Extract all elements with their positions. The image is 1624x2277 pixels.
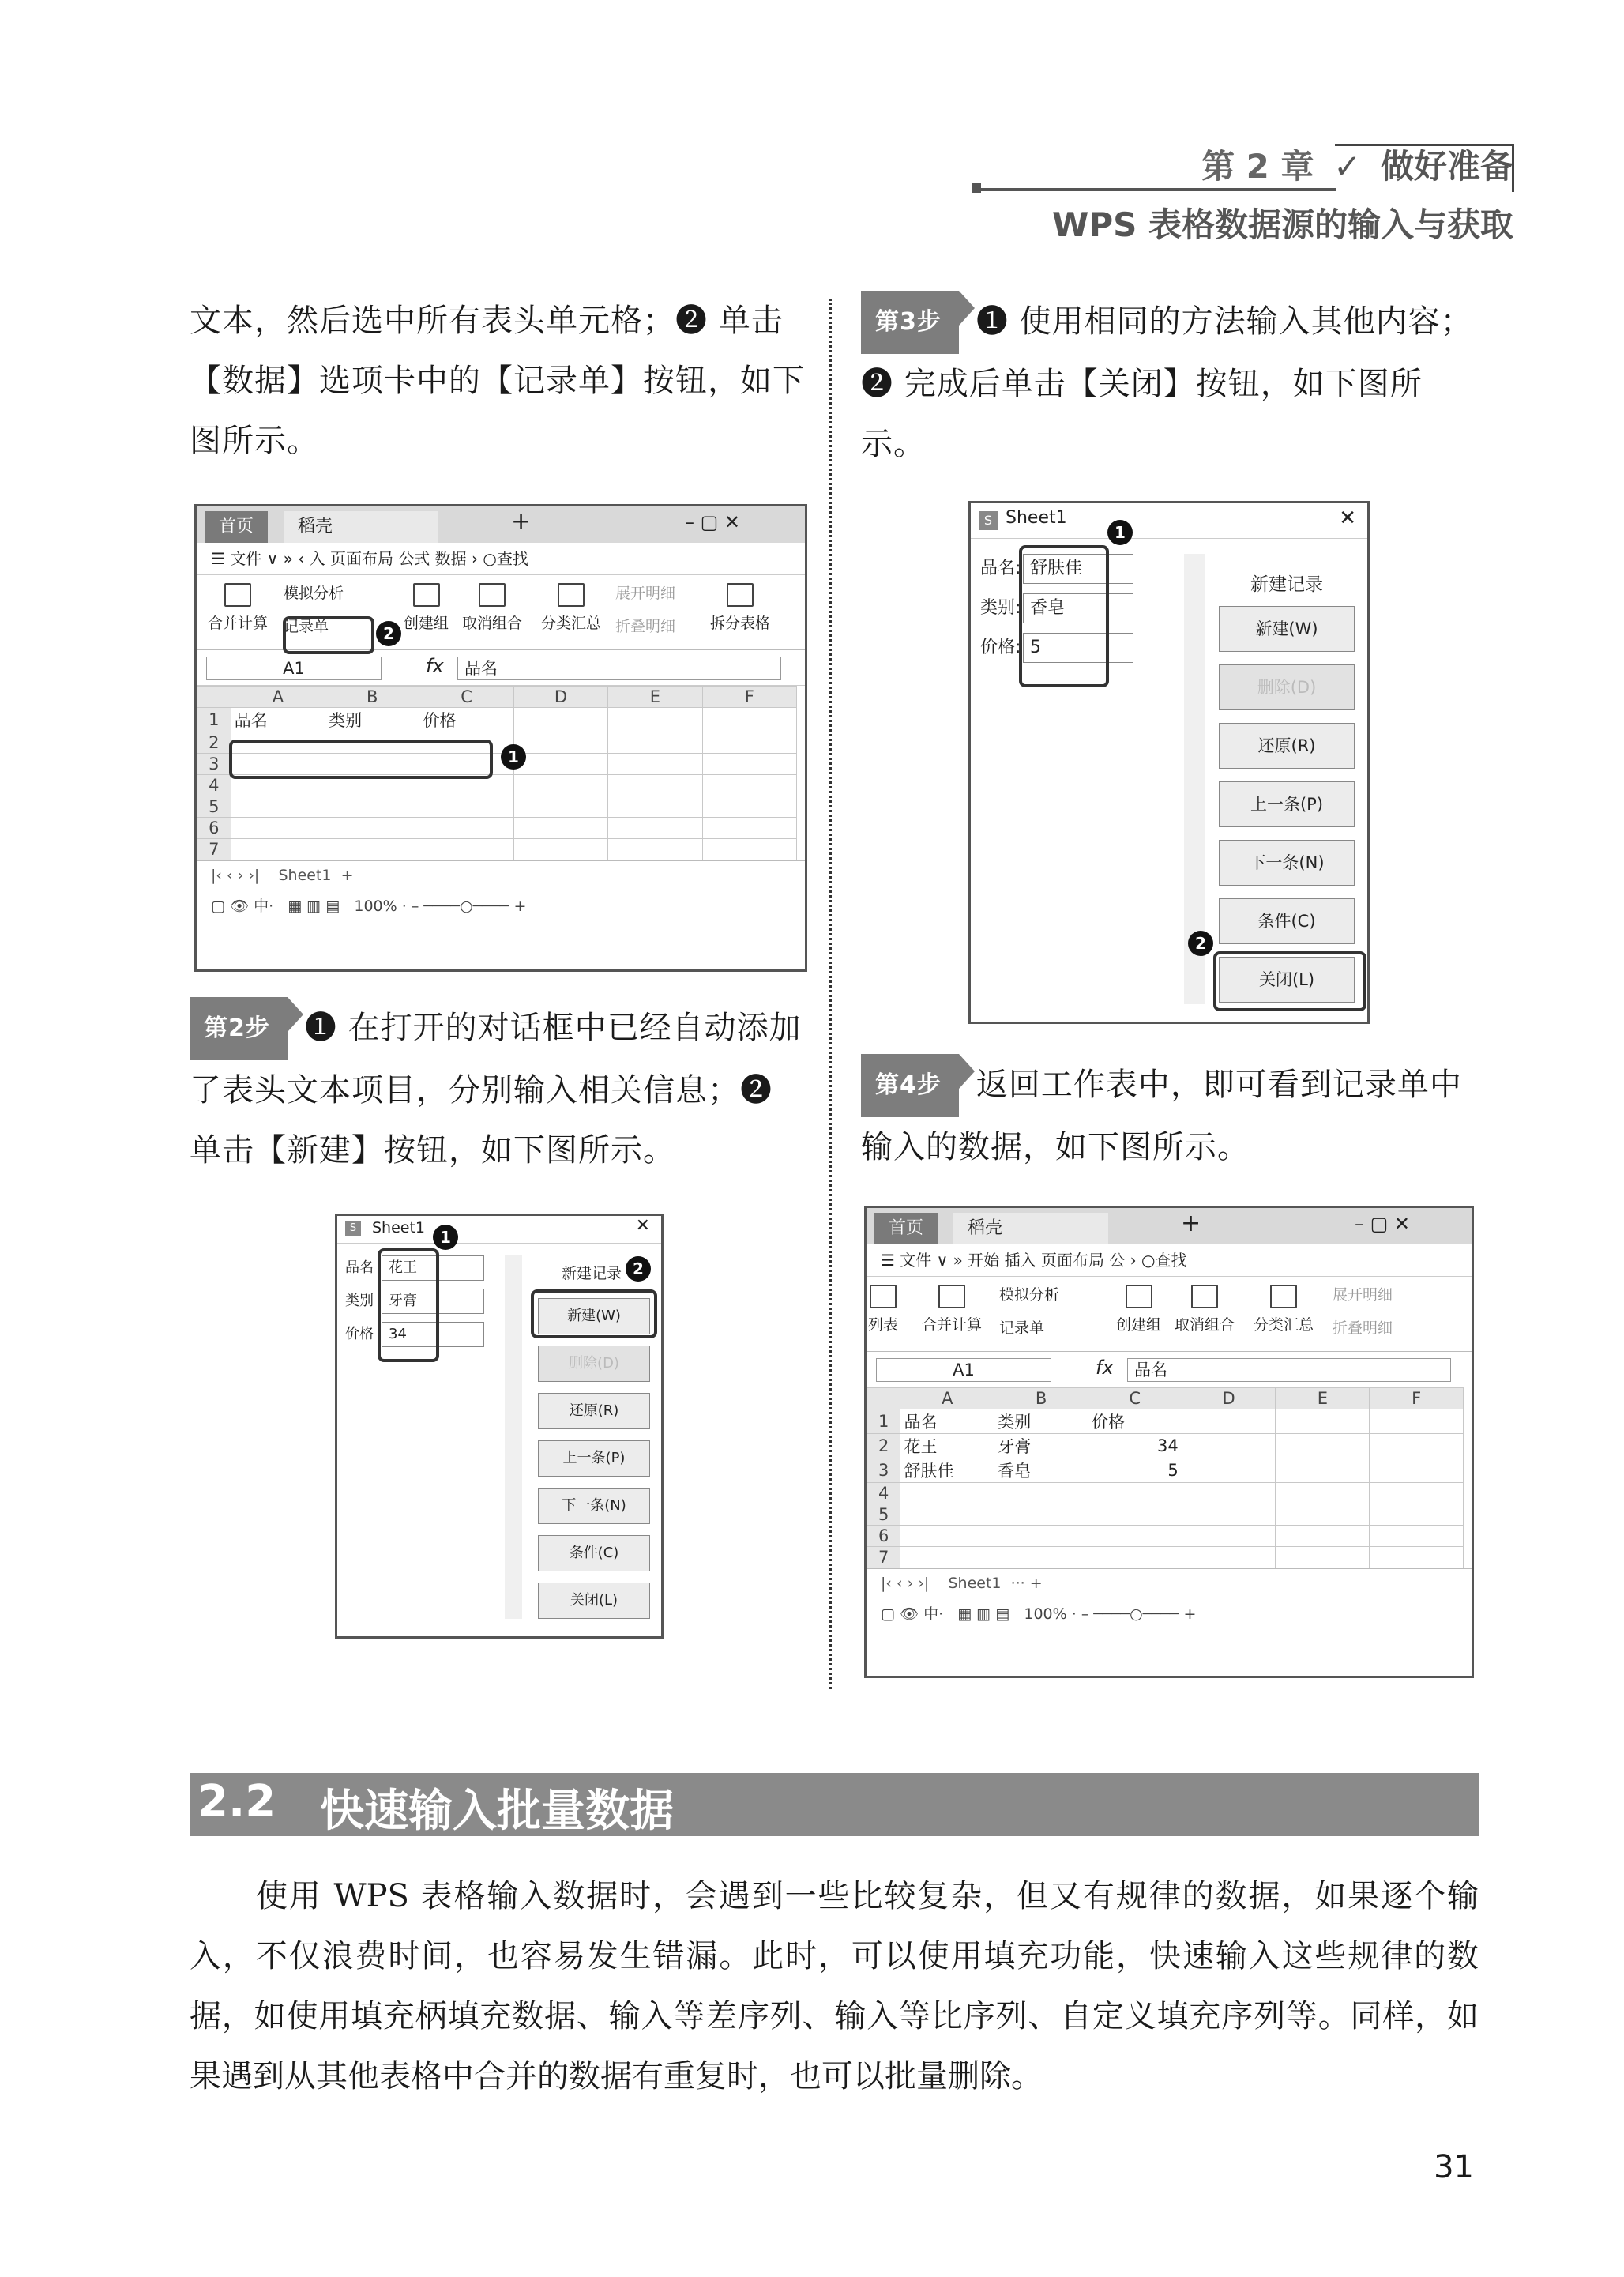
step3-text: ❶ 使用相同的方法输入其他内容；❷ 完成后单击【关闭】按钮，如下图所示。 <box>861 303 1473 462</box>
ribbon-subtotal[interactable]: 分类汇总 <box>1254 1285 1314 1334</box>
ribbon-collapse[interactable]: 折叠明细 <box>1333 1319 1393 1337</box>
next-button[interactable]: 下一条(N) <box>538 1488 650 1524</box>
marker-2: 2 <box>376 621 401 646</box>
table-row: 2 花王 牙膏 34 <box>867 1434 1464 1458</box>
section-number: 2.2 <box>197 1776 276 1827</box>
table-row: 4 <box>867 1483 1464 1504</box>
header-rule <box>973 188 1336 191</box>
window-controls-icon[interactable]: – ▢ ✕ <box>685 511 741 533</box>
field-category: 类别 牙膏 <box>345 1289 484 1314</box>
formula-bar <box>197 650 805 686</box>
highlight-fields-small <box>378 1248 439 1362</box>
sheet-tab[interactable]: Sheet1 <box>948 1575 1002 1592</box>
list-icon <box>870 1285 897 1308</box>
chapter-subtitle: WPS 表格数据源的输入与获取 <box>1052 205 1513 244</box>
ribbon-expand[interactable]: 展开明细 <box>1333 1286 1393 1304</box>
body-paragraph: 使用 WPS 表格输入数据时，会遇到一些比较复杂，但又有规律的数据，如果逐个输入，不仅浪费时间，也容易发生错漏。此时，可以使用填充功能，快速输入这些规律的数据，如使用填充柄填充数据、输入等差序列、输入等比序列、自定义填充序列等。同样，如果遇到从其他表格中合并的数据有重复时，也可以批量删除。 <box>190 1878 1479 2094</box>
ribbon-what-if[interactable]: 模拟分析 <box>284 585 344 602</box>
sheet-tab-bar: |‹ ‹ › ›| Sheet1 + <box>197 860 805 890</box>
ribbon-merge-calc[interactable]: 合并计算 <box>208 583 268 633</box>
section-title: 快速输入批量数据 <box>320 1786 674 1837</box>
subtotal-icon <box>558 583 585 607</box>
formula-bar <box>867 1352 1472 1387</box>
ribbon-subtotal[interactable]: 分类汇总 <box>541 583 601 633</box>
table-row: 7 <box>867 1547 1464 1568</box>
sheet-grid[interactable]: A B C D E F 1 品名 类别 价格 2 花王 牙膏 34 3 舒肤佳 香皂 5 4 5 6 7 <box>867 1387 1464 1568</box>
window-controls-icon[interactable]: – ▢ ✕ <box>1355 1213 1411 1235</box>
field-name-input[interactable]: 舒肤佳 <box>1023 554 1133 584</box>
ribbon-split-table[interactable]: 拆分表格 <box>710 583 770 633</box>
field-category-input[interactable]: 香皂 <box>1023 593 1133 623</box>
page-number: 31 <box>1434 2149 1474 2185</box>
chapter-mark: ✓ <box>1333 147 1362 186</box>
step2-paragraph <box>190 997 814 1180</box>
merge-calc-icon <box>938 1285 965 1308</box>
ribbon-ungroup[interactable]: 取消组合 <box>462 583 522 633</box>
ribbon-ungroup[interactable]: 取消组合 <box>1175 1285 1235 1334</box>
tab-daoke[interactable]: 稻壳 <box>953 1213 1108 1244</box>
cell-reference[interactable]: A1 <box>876 1358 1051 1382</box>
delete-button[interactable]: 删除(D) <box>538 1346 650 1382</box>
step2-text: ❶ 在打开的对话框中已经自动添加了表头文本项目，分别输入相关信息；❷ 单击【新建】按钮，如下图所示。 <box>190 1010 802 1169</box>
ribbon-collapse[interactable]: 折叠明细 <box>615 618 676 635</box>
field-price-input[interactable]: 34 <box>382 1322 484 1347</box>
marker-2-small: 2 <box>626 1256 651 1282</box>
group-icon <box>1126 1285 1152 1308</box>
table-row: 1 品名 类别 价格 <box>197 708 797 732</box>
field-name: 品名: 舒肤佳 <box>980 554 1133 584</box>
menu-bar[interactable]: ☰ 文件 ∨ » ‹ 入 页面布局 公式 数据 › ○查找 <box>197 543 805 575</box>
wps-logo-icon: S <box>979 511 998 530</box>
step3-tag: 第3步 <box>861 291 959 354</box>
menu-bar[interactable]: ☰ 文件 ∨ » 开始 插入 页面布局 公 › ○查找 <box>867 1244 1472 1277</box>
new-tab-icon[interactable]: + <box>511 508 532 536</box>
highlight-headers <box>229 740 493 779</box>
new-button[interactable]: 新建(W) <box>538 1298 650 1334</box>
marker-1-small: 1 <box>433 1225 458 1250</box>
table-row: 5 <box>867 1504 1464 1526</box>
table-row: 6 <box>867 1526 1464 1547</box>
step2-tag: 第2步 <box>190 997 288 1060</box>
ribbon-record-form[interactable]: 记录单 <box>999 1319 1045 1337</box>
step4-text: 返回工作表中，即可看到记录单中输入的数据，如下图所示。 <box>861 1067 1462 1165</box>
chapter-number: 第 2 章 <box>1201 147 1314 186</box>
new-record-label: 新建记录 <box>562 1265 622 1282</box>
table-row: 2 <box>197 732 797 754</box>
field-name: 品名 花王 <box>345 1255 484 1281</box>
ribbon-group[interactable]: 创建组 <box>1116 1285 1161 1334</box>
wps-window-2 <box>864 1206 1474 1678</box>
field-price: 价格 34 <box>345 1322 484 1347</box>
criteria-button[interactable]: 条件(C) <box>1219 898 1355 944</box>
wps-logo-icon: S <box>345 1221 361 1236</box>
column-divider <box>829 299 832 1689</box>
new-record-label: 新建记录 <box>1250 574 1323 595</box>
chapter-frame <box>1335 144 1514 192</box>
status-bar: ▢ 👁 中· ▦ ▥ ▤ 100% · – ────○──── + <box>867 1598 1472 1630</box>
wps-window-1 <box>194 504 807 972</box>
criteria-button[interactable]: 条件(C) <box>538 1535 650 1571</box>
next-button[interactable]: 下一条(N) <box>1219 840 1355 886</box>
split-table-icon <box>727 583 754 607</box>
new-button[interactable]: 新建(W) <box>1219 606 1355 652</box>
tab-bar <box>197 506 805 543</box>
tab-bar <box>867 1208 1472 1244</box>
status-bar: ▢ 👁 中· ▦ ▥ ▤ 100% · – ────○──── + <box>197 890 805 922</box>
ribbon-expand[interactable]: 展开明细 <box>615 585 676 602</box>
prev-button[interactable]: 上一条(P) <box>538 1440 650 1477</box>
step4-tag: 第4步 <box>861 1054 959 1117</box>
restore-button[interactable]: 还原(R) <box>538 1393 650 1429</box>
section-heading <box>190 1773 1479 1836</box>
step4-paragraph <box>861 1054 1485 1177</box>
field-price: 价格: 5 <box>980 633 1133 663</box>
table-row: 3 <box>197 754 797 775</box>
cell-reference[interactable]: A1 <box>206 657 382 680</box>
ungroup-icon <box>479 583 506 607</box>
table-row: 1 品名 类别 价格 <box>867 1409 1464 1434</box>
ribbon-what-if[interactable]: 模拟分析 <box>999 1286 1060 1304</box>
ribbon-list[interactable]: 列表 <box>868 1285 898 1334</box>
sheet-tab[interactable]: Sheet1 <box>278 867 332 884</box>
close-icon[interactable]: ✕ <box>635 1216 650 1236</box>
ribbon <box>867 1277 1472 1352</box>
zoom-level[interactable]: 100% <box>1024 1605 1067 1623</box>
dialog-title: Sheet1 <box>372 1219 426 1236</box>
tab-daoke[interactable]: 稻壳 <box>284 511 438 543</box>
table-row: 7 <box>197 839 797 860</box>
tab-home[interactable]: 首页 <box>874 1213 938 1244</box>
tab-home[interactable]: 首页 <box>205 511 268 543</box>
highlight-new-small <box>531 1289 657 1338</box>
ribbon-merge-calc[interactable]: 合并计算 <box>922 1285 982 1334</box>
marker-2-large: 2 <box>1188 931 1213 956</box>
fx-icon: fx <box>426 655 444 677</box>
dialog-titlebar <box>971 503 1367 539</box>
field-category-input[interactable]: 牙膏 <box>382 1289 484 1314</box>
highlight-record-form <box>283 616 374 654</box>
highlight-fields-large <box>1019 545 1109 687</box>
prev-button[interactable]: 上一条(P) <box>1219 781 1355 827</box>
marker-1: 1 <box>501 744 526 770</box>
formula-input[interactable]: 品名 <box>1127 1358 1451 1382</box>
ribbon-record-form[interactable]: 记录单 <box>284 618 329 635</box>
table-row: 4 <box>197 775 797 796</box>
ribbon-group[interactable]: 创建组 <box>404 583 449 633</box>
dialog-titlebar <box>337 1216 661 1244</box>
left-paragraph-1: 文本，然后选中所有表头单元格；❷ 单击【数据】选项卡中的【记录单】按钮，如下图所示。 <box>190 303 805 459</box>
subtotal-icon <box>1270 1285 1297 1308</box>
sheet-grid[interactable]: A B C D E F 1 品名 类别 价格 2 3 4 5 6 7 <box>197 686 797 860</box>
chapter-title: 做好准备 <box>1380 147 1513 186</box>
header-rule-end <box>972 183 981 193</box>
group-icon <box>413 583 440 607</box>
new-tab-icon[interactable]: + <box>1181 1210 1201 1237</box>
close-button[interactable]: 关闭(L) <box>1219 957 1355 1003</box>
dialog-scrollbar[interactable] <box>505 1255 522 1619</box>
table-row: 5 <box>197 796 797 818</box>
sheet-tab-bar: |‹ ‹ › ›| Sheet1 ··· + <box>867 1568 1472 1598</box>
marker-1-large: 1 <box>1107 520 1133 545</box>
field-price-input[interactable]: 5 <box>1023 633 1133 663</box>
field-category: 类别: 香皂 <box>980 593 1133 623</box>
formula-input[interactable]: 品名 <box>457 657 781 680</box>
merge-calc-icon <box>224 583 251 607</box>
fx-icon: fx <box>1096 1357 1114 1379</box>
dialog-title: Sheet1 <box>1006 508 1067 528</box>
ungroup-icon <box>1191 1285 1218 1308</box>
close-icon[interactable]: ✕ <box>1339 506 1356 530</box>
restore-button[interactable]: 还原(R) <box>1219 723 1355 769</box>
table-row: 6 <box>197 818 797 839</box>
field-name-input[interactable]: 花王 <box>382 1255 484 1281</box>
zoom-level[interactable]: 100% <box>354 898 397 915</box>
table-row: 3 舒肤佳 香皂 5 <box>867 1458 1464 1483</box>
delete-button[interactable]: 删除(D) <box>1219 664 1355 710</box>
highlight-close-large <box>1213 951 1366 1011</box>
close-button[interactable]: 关闭(L) <box>538 1583 650 1619</box>
step3-paragraph <box>861 291 1485 474</box>
